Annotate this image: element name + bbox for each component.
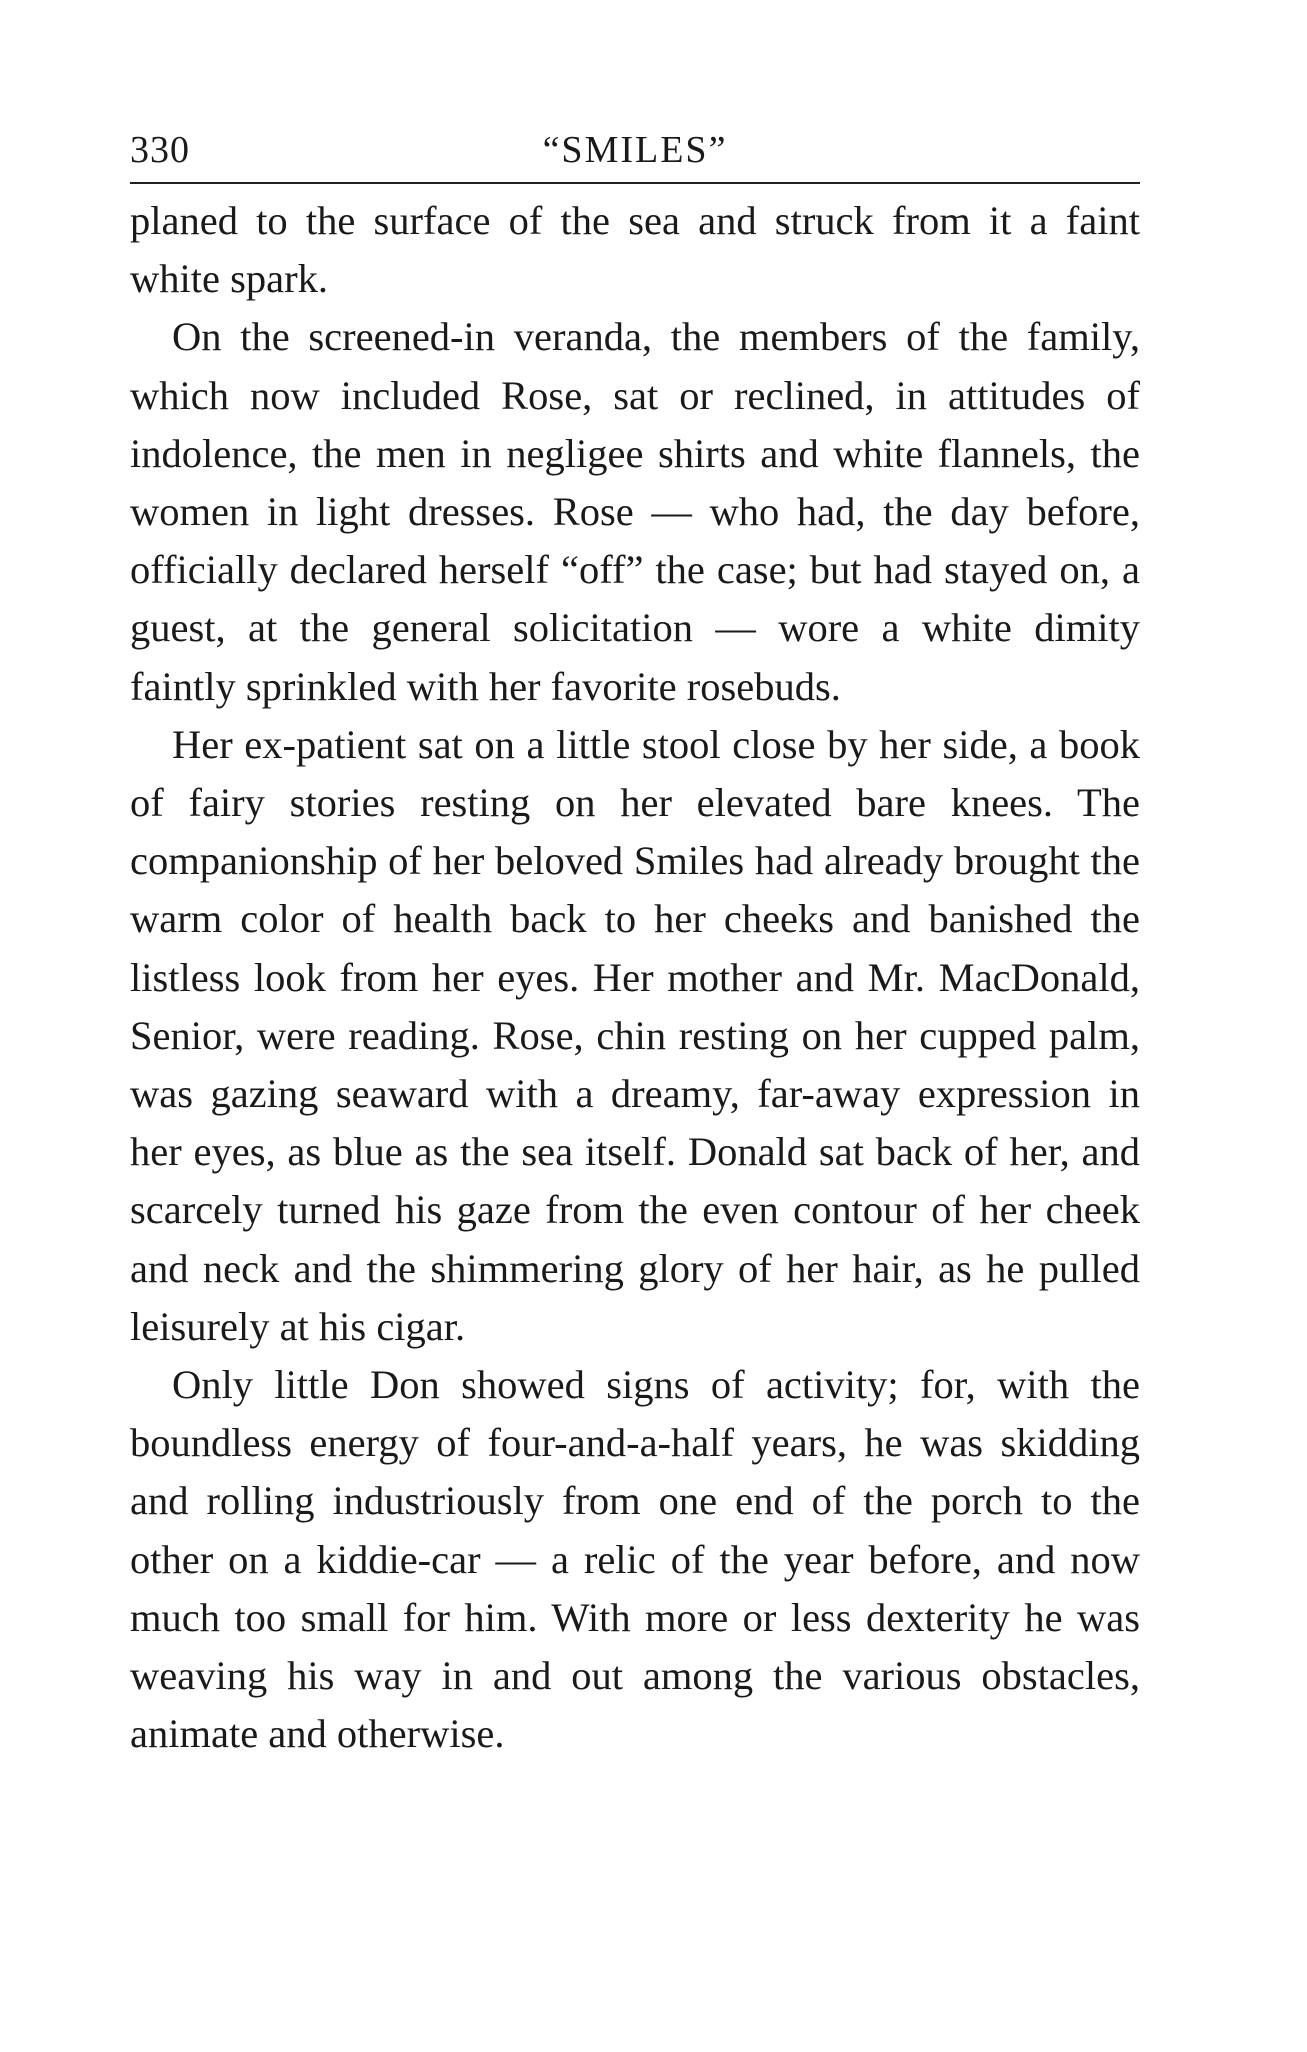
page-number: 330: [130, 129, 190, 171]
paragraph-continuation: planed to the surface of the sea and struck from it a faint white spark.: [130, 198, 1140, 302]
paragraph-little-don: Only little Don showed signs of activity; for, with the boundless energy of four-and-a-half years, he was skidding and rolling industriously from one end of the porch to the other on a kiddie-car — a relic of the year before, and now much too small for him. With more or less dexterity he was weaving his way in and out among the various obstacles, animate and otherwise.: [130, 1362, 1140, 1757]
body-text: [130, 192, 1140, 1763]
paragraph-veranda: On the screened-in veranda, the members of the family, which now included Rose, sat or reclined, in attitudes of indolence, the men in negligee shirts and white flannels, the women in light dresses. Rose — who had, the day before, officially declared herself “off” the case; but had stayed on, a guest, at the general solicitation — wore a white dimity faintly sprinkled with her favorite rosebuds.: [130, 314, 1140, 709]
running-header: [130, 120, 1140, 184]
paragraph-ex-patient: Her ex-patient sat on a little stool close by her side, a book of fairy stories resting on her elevated bare knees. The companionship of her beloved Smiles had already brought the warm color of health back to her cheeks and banished the listless look from her eyes. Her mother and Mr. MacDonald, Senior, were reading. Rose, chin resting on her cupped palm, was gazing seaward with a dreamy, far-away expression in her eyes, as blue as the sea itself. Donald sat back of her, and scarcely turned his gaze from the even contour of her cheek and neck and the shimmering glory of her hair, as he pulled leisurely at his cigar.: [130, 721, 1140, 1349]
running-title: “SMILES”: [542, 129, 728, 171]
book-page: [130, 120, 1140, 1763]
